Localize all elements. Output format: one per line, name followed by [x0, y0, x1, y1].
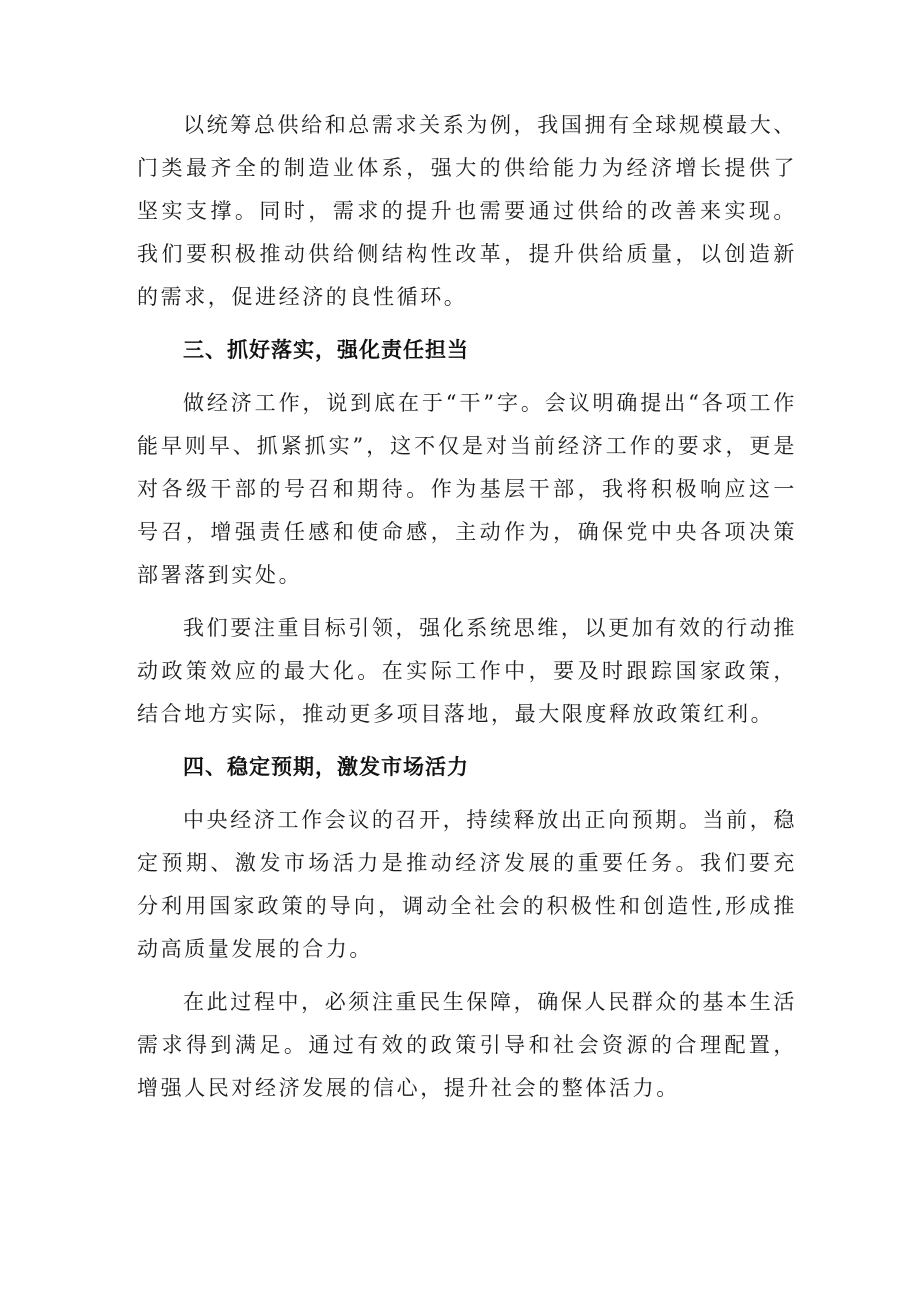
spacer	[137, 319, 797, 329]
document-body	[137, 104, 797, 1110]
paragraph-livelihood: 在此过程中，必须注重民生保障，确保人民群众的基本生活需求得到满足。通过有效的政策引导和社会资源的合理配置，增强人民对经济发展的信心，提升社会的整体活力。	[137, 990, 797, 1100]
paragraph-market-vitality: 中央经济工作会议的召开，持续释放出正向预期。当前，稳定预期、激发市场活力是推动经济发展的重要任务。我们要充分利用国家政策的导向，调动全社会的积极性和创造性,形成推动高质量发展的合力。	[137, 808, 797, 961]
spacer	[137, 971, 797, 981]
paragraph-goal-guidance: 我们要注重目标引领，强化系统思维，以更加有效的行动推动政策效应的最大化。在实际工作中，要及时跟踪国家政策，结合地方实际，推动更多项目落地，最大限度释放政策红利。	[137, 616, 797, 726]
spacer	[137, 597, 797, 607]
spacer	[137, 789, 797, 799]
spacer	[137, 372, 797, 382]
section-heading-4: 四、稳定预期，激发市场活力	[183, 755, 469, 779]
spacer	[137, 736, 797, 746]
paragraph-supply-demand: 以统筹总供给和总需求关系为例，我国拥有全球规模最大、门类最齐全的制造业体系，强大的供给能力为经济增长提供了坚实支撑。同时，需求的提升也需要通过供给的改善来实现。我们要积极推动供给侧结构性改革，提升供给质量，以创造新的需求，促进经济的良性循环。	[137, 113, 797, 309]
section-heading-3: 三、抓好落实，强化责任担当	[183, 338, 469, 362]
paragraph-implementation: 做经济工作，说到底在于“干”字。会议明确提出“各项工作能早则早、抓紧抓实”，这不仅是对当前经济工作的要求，更是对各级干部的号召和期待。作为基层干部，我将积极响应这一号召，增强责任感和使命感，主动作为，确保党中央各项决策部署落到实处。	[137, 391, 797, 587]
